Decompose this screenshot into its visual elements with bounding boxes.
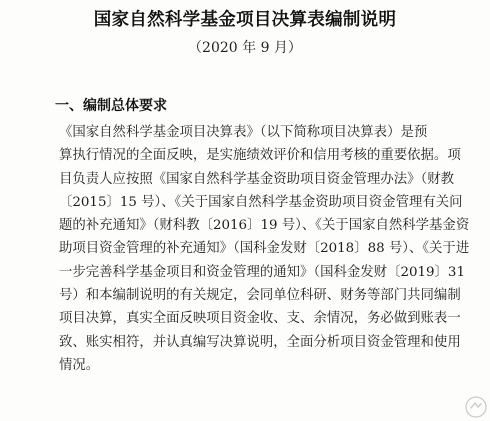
paragraph-line: 情况。 [59,357,100,373]
document-date: （2020 年 9 月） [188,40,302,56]
paragraph-line: 致、账实相符，并认真编写决算说明，全面分析项目资金管理和使用 [59,334,461,350]
section-heading: 一、编制总体要求 [55,98,167,114]
paragraph-line: 项目决算，真实全面反映项目资金收、支、余情况，务必做到账表一 [59,311,461,327]
watermark-logo-icon [464,395,488,419]
paragraph-line: 助项目资金管理的补充通知》（国科金发财〔2018〕88 号）、《关于进 [59,241,470,257]
paragraph-line: 《国家自然科学基金项目决算表》（以下简称项目决算表）是预 [59,125,428,140]
document-title: 国家自然科学基金项目决算表编制说明 [93,10,397,30]
paragraph-line: 算执行情况的全面反映，是实施绩效评价和信用考核的重要依据。项 [59,148,461,164]
paragraph-line: 〔2015〕15 号）、《关于国家自然科学基金资助项目资金管理有关问 [59,194,463,210]
paragraph-line: 号）和本编制说明的有关规定，会同单位科研、财务等部门共同编制 [59,288,461,304]
paragraph-line: 目负责人应按照《国家自然科学基金资助项目资金管理办法》（财教 [59,171,455,187]
paragraph-line: 一步完善科学基金项目和资金管理的通知》（国科金发财〔2019〕31 [59,264,465,280]
paragraph-line: 题的补充通知》（财科教〔2016〕19 号）、《关于国家自然科学基金资 [59,218,470,234]
body-paragraph [59,121,470,377]
